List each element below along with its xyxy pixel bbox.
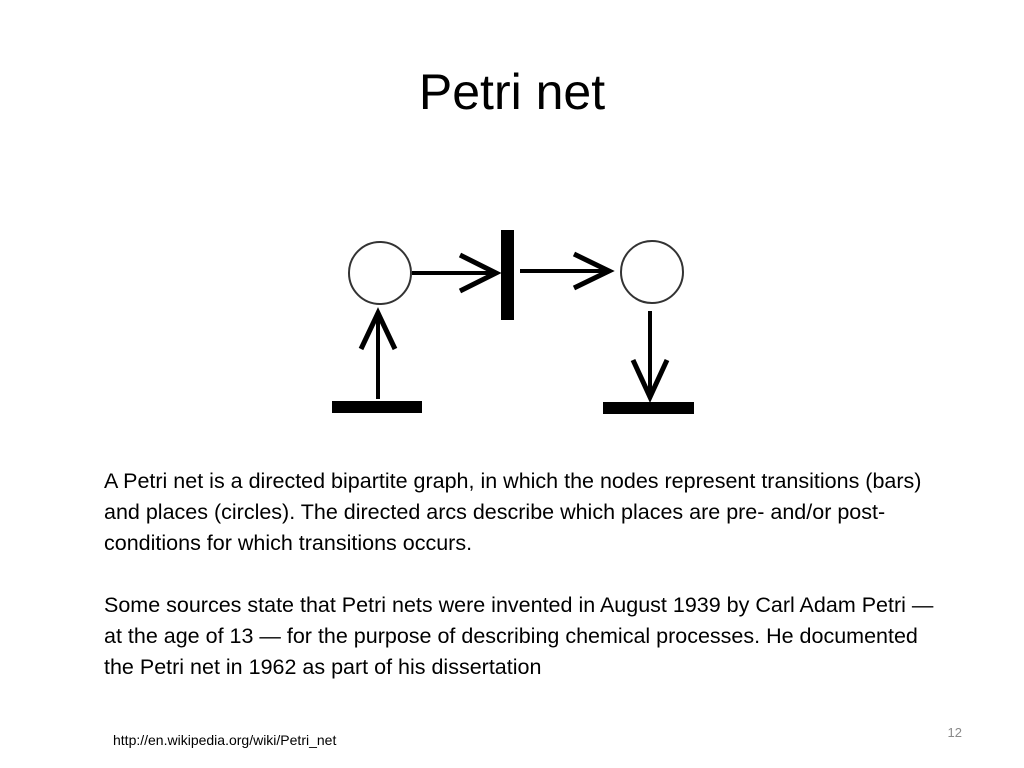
paragraph-definition: A Petri net is a directed bipartite graph, in which the nodes represent transitions (bars) and places (circles). The directed arcs describe which places are pre- and/or post-conditions for which transitions occurs. xyxy=(104,469,922,555)
arc-left-to-center xyxy=(412,255,496,291)
place-left xyxy=(349,242,411,304)
arc-place-right-to-bottom-right xyxy=(633,311,667,397)
paragraph-history: Some sources state that Petri nets were invented in August 1939 by Carl Adam Petri — at the age of 13 — for the purpose of describing chemical processes. He documented the Petri net in 1962 as part of his dissertation xyxy=(104,593,934,679)
transition-center xyxy=(501,230,514,320)
slide-number: 12 xyxy=(947,725,962,740)
arc-bottom-left-to-place-left xyxy=(361,313,395,399)
source-link[interactable]: http://en.wikipedia.org/wiki/Petri_net xyxy=(113,732,337,748)
slide-body xyxy=(104,466,934,714)
transition-bottom-left xyxy=(332,401,422,413)
transition-bottom-right xyxy=(603,402,694,414)
arc-center-to-right xyxy=(520,254,609,288)
place-right xyxy=(621,241,683,303)
petri-net-diagram xyxy=(330,225,696,425)
slide-title: Petri net xyxy=(418,64,606,120)
